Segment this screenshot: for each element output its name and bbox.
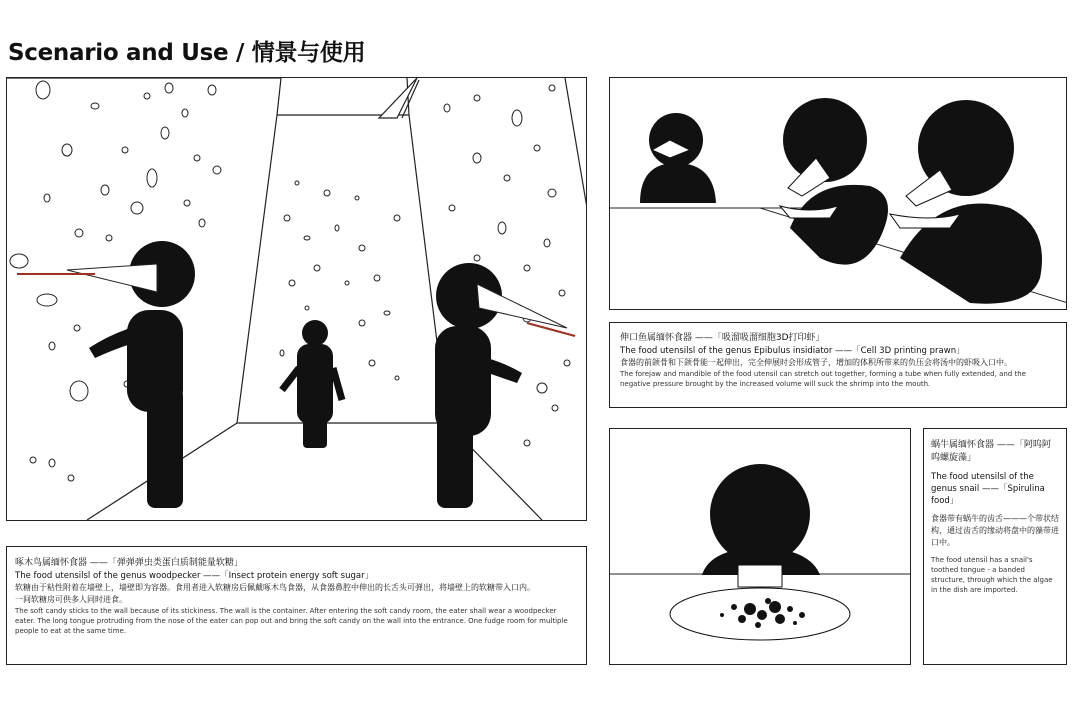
snail-desc-en: The food utensil has a snail's toothed tongue - a banded structure, through which the algae in the dish are imported.: [931, 556, 1053, 594]
snail-header-cn: 蜗牛属缅怀食器 ——「阿呜阿呜螺旋藻」: [931, 440, 1051, 463]
woodpecker-header-en: The food utensilsl of the genus woodpecker ——「Insect protein energy soft sugar」: [15, 571, 374, 581]
page-title: Scenario and Use / 情景与使用: [8, 40, 366, 66]
snail-desc-cn: 食器带有蜗牛的齿舌———个带状结构，通过齿舌的缘动将盘中的藻带进口中。: [931, 514, 1059, 547]
woodpecker-desc-cn-2: 一间软糖房可供多人同时进食。: [15, 595, 127, 604]
epibulus-desc-cn: 食器的前颌骨和下颌骨能一起伸出，完全伸展时会形成管子，增加的体积所带来的负压会将汤中的虾吸入口中。: [620, 358, 1012, 367]
woodpecker-description-box: [6, 546, 587, 665]
woodpecker-desc-en: The soft candy sticks to the wall because of its stickiness. The wall is the container. After entering the soft candy room, the eater shall wear a woodpecker eater. The long tongue protruding from the nose of the eater can pop out and bring the soft candy on the wall into the entrance. One fudge room for multiple people to eat at the same time.: [15, 607, 568, 635]
epibulus-header-en: The food utensilsl of the genus Epibulus insidiator ——「Cell 3D printing prawn」: [620, 346, 965, 356]
woodpecker-header-cn: 啄木鸟属缅怀食器 ——「弹弹弹虫类蛋白质制能量软糖」: [15, 558, 243, 568]
snail-header-en: The food utensilsl of the genus snail ——「Spirulina food」: [931, 472, 1045, 506]
epibulus-scene-illustration: [609, 77, 1067, 310]
snail-description-box: [923, 428, 1067, 665]
woodpecker-scene-illustration: [6, 77, 587, 521]
epibulus-description-box: [609, 322, 1067, 408]
epibulus-header-cn: 伸口鱼属缅怀食器 ——「吸溜吸溜细胞3D打印虾」: [620, 333, 825, 343]
epibulus-desc-en: The forejaw and mandible of the food utensil can stretch out together, forming a tube when fully extended, and the negative pressure brought by the increased volume will suck the shrimp into the mouth.: [620, 370, 1026, 388]
woodpecker-desc-cn-1: 软糖由于粘性附着在墙壁上，墙壁即为容器。食用者进入软糖房后佩戴啄木鸟食器，从食器鼻腔中伸出的长舌头可弹出，将墙壁上的软糖带入口内。: [15, 583, 535, 592]
snail-scene-illustration: [609, 428, 911, 665]
